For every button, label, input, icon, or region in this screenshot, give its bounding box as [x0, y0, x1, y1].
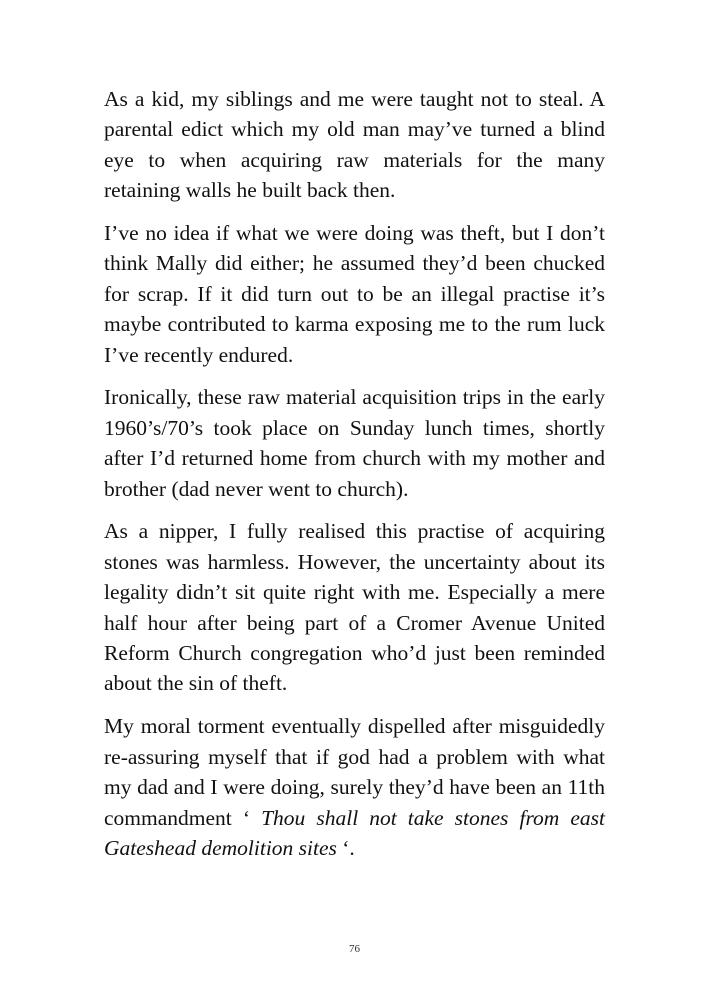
paragraph-3: Ironically, these raw material acquisition trips in the early 1960’s/70’s took place on Sunday lunch times, shortly after I’d returned home from church with my mother and brother (dad never went to church). — [104, 385, 605, 501]
page-number: 76 — [349, 943, 360, 955]
paragraph-1: As a kid, my siblings and me were taught not to steal. A parental edict which my old man may’ve turned a blind eye to when acquiring raw materials for the many retaining walls he built back then. — [104, 87, 605, 203]
commandment-quote: Thou shall not take stones from east Gateshead demolition sites — [104, 805, 605, 860]
body-text — [104, 84, 605, 863]
paragraph-4: As a nipper, I fully realised this practise of acquiring stones was harmless. However, the uncertainty about its legality didn’t sit quite right with me. Especially a mere half hour after being part of a Cromer Avenue United Reform Church congregation who’d just been reminded about the sin of theft. — [104, 519, 605, 696]
paragraph-5 — [104, 711, 605, 863]
closing-quote-mark: ‘. — [336, 835, 355, 860]
paragraph-5-text: My moral torment eventually dispelled after misguidedly re-assuring myself that if god had a problem with what my dad and I were doing, surely they’d have been an 11th commandment ‘ — [104, 714, 605, 830]
paragraph-2: I’ve no idea if what we were doing was theft, but I don’t think Mally did either; he assumed they’d been chucked for scrap. If it did turn out to be an illegal practise it’s maybe contributed to karma exposing me to the rum luck I’ve recently endured. — [104, 221, 605, 367]
